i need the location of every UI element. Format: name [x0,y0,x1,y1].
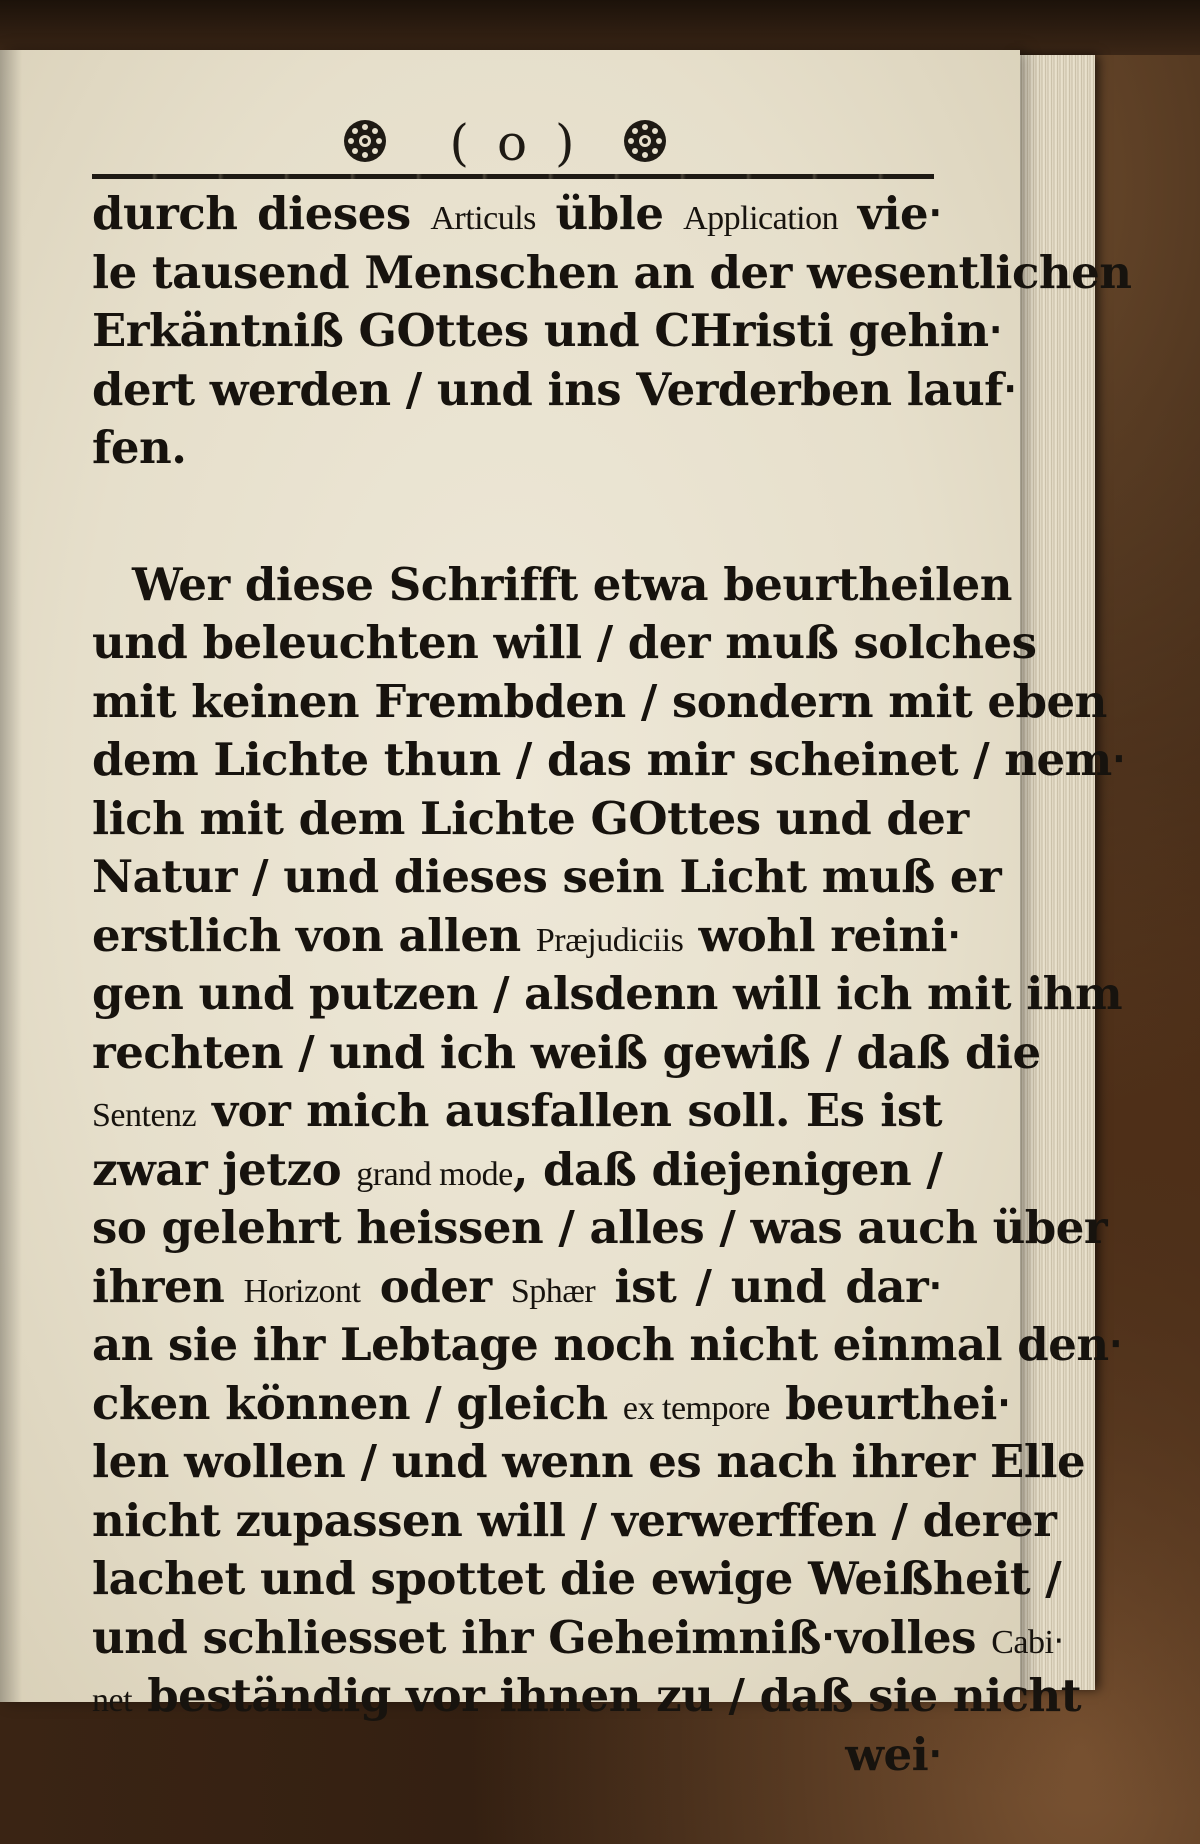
page-header [0,108,1020,178]
text-line [92,1492,1057,1551]
latin-term: ex tempore [622,1389,770,1427]
text-line [92,1082,942,1141]
text-segment: rechten / und ich weiß gewiß / daß die [92,1025,1041,1079]
latin-term: net [92,1682,133,1719]
text-segment: Natur / und dieses sein Licht muß er [92,850,1002,903]
page-number: ( o ) [449,114,581,172]
text-line [92,185,942,244]
text-segment: beständig vor ihnen zu / daß sie nicht [132,1669,1082,1722]
text-segment: vor mich ausfallen soll. Es ist [196,1084,942,1137]
text-segment: oder [360,1259,511,1313]
text-segment: gen und putzen / alsdenn will ich mit ihm [92,967,1123,1020]
text-line [92,673,1107,732]
latin-term: Cabi‧ [991,1623,1064,1661]
text-line [92,1199,1108,1258]
latin-term: Sentenz [92,1097,197,1134]
text-segment: zwar jetzo [92,1142,357,1196]
text-line [92,965,1123,1024]
text-segment: cken können / gleich [92,1376,623,1430]
catchword: wei‧ [845,1727,942,1781]
latin-term: Sphær [510,1272,596,1310]
text-segment: le tausend Menschen an der wesentlichen [92,245,1132,299]
text-segment: wohl reini‧ [683,908,961,962]
book-cover-top [0,0,1200,55]
paragraph-gap [92,478,942,556]
text-segment: so gelehrt heissen / alles / was auch über [92,1201,1108,1254]
text-line [92,907,961,966]
text-segment: beurthei‧ [769,1376,1011,1430]
text-segment: dert werden / und ins Verderben lauf‧ [92,362,1017,416]
text-line [92,1258,942,1317]
text-line [92,1550,1062,1609]
header-rule [92,174,934,179]
text-line [92,1667,1082,1726]
text-line [92,302,1003,361]
text-line [92,1316,1123,1375]
text-segment: , daß diejenigen / [512,1142,943,1196]
gutter-shadow [0,50,22,1702]
latin-term: Horizont [243,1272,361,1310]
text-line [92,1433,1086,1492]
text-segment: üble [535,187,684,240]
text-segment: an sie ihr Lebtage noch nicht einmal den‧ [92,1318,1123,1371]
text-segment: lachet und spottet die ewige Weißheit / [92,1552,1062,1605]
latin-term: grand mode [356,1155,513,1193]
text-line [92,790,969,849]
text-segment: Erkäntniß GOttes und CHristi gehin‧ [92,304,1003,357]
rosette-ornament-icon [622,118,668,164]
text-line [92,361,1017,420]
text-line [92,731,1126,790]
text-line [92,848,1002,907]
text-segment: ist / und dar‧ [595,1259,942,1313]
text-segment: lich mit dem Lichte GOttes und der [92,791,969,845]
text-line [92,1141,942,1200]
text-line [92,419,942,478]
rosette-ornament-icon [342,118,388,164]
text-segment: erstlich von allen [92,908,536,962]
text-line [92,244,1132,303]
latin-term: Articuls [430,200,536,237]
text-segment: dem Lichte thun / das mir scheinet / nem‧ [92,733,1126,786]
text-segment: und schliesset ihr Geheimniß‧volles [92,1610,992,1664]
text-segment: mit keinen Frembden / sondern mit eben [92,674,1107,728]
text-segment: len wollen / und wenn es nach ihrer Elle [92,1435,1086,1488]
text-segment: ihren [92,1259,244,1313]
text-line [92,1375,1011,1434]
text-segment: vie‧ [838,187,942,240]
text-line [92,614,1037,673]
text-segment: durch dieses [92,187,431,240]
text-line [92,1024,1041,1083]
latin-term: Præjudiciis [535,921,684,959]
text-segment: und beleuchten will / der muß solches [92,616,1037,669]
text-segment: fen. [92,421,187,474]
text-line [92,556,1012,615]
text-segment: Wer diese Schrifft etwa beurtheilen [132,557,1012,611]
text-segment: nicht zupassen will / verwerffen / derer [92,1493,1057,1547]
text-line [92,1609,1064,1668]
latin-term: Application [683,200,839,237]
body-text [92,185,1132,1784]
